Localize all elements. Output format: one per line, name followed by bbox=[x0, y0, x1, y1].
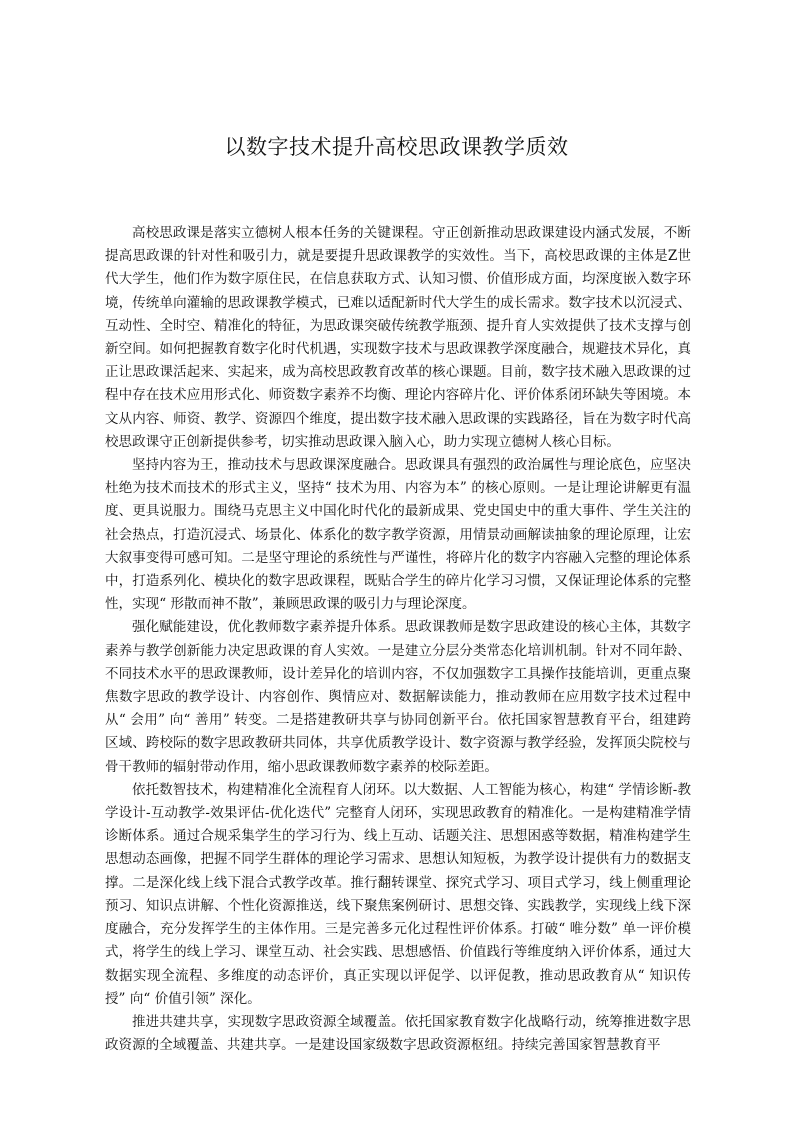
paragraph-resources: 推进共建共享，实现数字思政资源全域覆盖。依托国家教育数字化战略行动，统筹推进数字思政资源的全域覆盖、共建共享。一是建设国家级数字思政资源枢纽。持续完善国家智慧教育平 bbox=[105, 1013, 691, 1054]
paragraph-intro: 高校思政课是落实立德树人根本任务的关键课程。守正创新推动思政课建设内涵式发展，不断提高思政课的针对性和吸引力，就是要提升思政课教学的实效性。当下，高校思政课的主体是Z世代大学生，他们作为数字原住民，在信息获取方式、认知习惯、价值形成方面，均深度嵌入数字环境，传统单向灌输的思政课教学模式，已难以适配新时代大学生的成长需求。数字技术以沉浸式、互动性、全时空、精准化的特征，为思政课突破传统教学瓶颈、提升育人实效提供了技术支撑与创新空间。如何把握教育数字化时代机遇，实现数字技术与思政课教学深度融合，规避技术异化，真正让思政课活起来、实起来，成为高校思政教育改革的核心课题。目前，数字技术融入思政课的过程中存在技术应用形式化、师资数字素养不均衡、理论内容碎片化、评价体系闭环缺失等困境。本文从内容、师资、教学、资源四个维度，提出数字技术融入思政课的实践路径，旨在为数字时代高校思政课守正创新提供参考，切实推动思政课入脑入心，助力实现立德树人核心目标。 bbox=[105, 225, 691, 450]
paragraph-teachers: 强化赋能建设，优化教师数字素养提升体系。思政课教师是数字思政建设的核心主体，其数字素养与教学创新能力决定思政课的育人实效。一是建立分层分类常态化培训机制。针对不同年龄、不同技术水平的思政课教师，设计差异化的培训内容，不仅加强数字工具操作技能培训，更重点聚焦数字思政的教学设计、内容创作、舆情应对、数据解读能力，推动教师在应用数字技术过程中从“ 会用” 向“ 善用” 转变。二是搭建教研共享与协同创新平台。依托国家智慧教育平台，组建跨区域、跨校际的数字思政教研共同体，共享优质教学设计、数字资源与教学经验，发挥顶尖院校与骨干教师的辐射带动作用，缩小思政课教师数字素养的校际差距。 bbox=[105, 619, 691, 775]
document-body bbox=[105, 222, 691, 1057]
paragraph-content: 坚持内容为王，推动技术与思政课深度融合。思政课具有强烈的政治属性与理论底色，应坚决杜绝为技术而技术的形式主义，坚持“ 技术为用、内容为本” 的核心原则。一是让理论讲解更有温度、更具说服力。围绕马克思主义中国化时代化的最新成果、党史国史中的重大事件、学生关注的社会热点，打造沉浸式、场景化、体系化的数字教学资源，用情景动画解读抽象的理论原理，让宏大叙事变得可感可知。二是坚守理论的系统性与严谨性，将碎片化的数字内容融入完整的理论体系中，打造系列化、模块化的数字思政课程，既贴合学生的碎片化学习习惯，又保证理论体系的完整性，实现“ 形散而神不散”，兼顾思政课的吸引力与理论深度。 bbox=[105, 457, 691, 613]
document-title: 以数字技术提升高校思政课教学质效 bbox=[224, 135, 569, 159]
paragraph-teaching: 依托数智技术，构建精准化全流程育人闭环。以大数据、人工智能为核心，构建“ 学情诊断-教学设计-互动教学-效果评估-优化迭代” 完整育人闭环，实现思政教育的精准化。一是构建精准学情诊断体系。通过合规采集学生的学习行为、线上互动、话题关注、思想困惑等数据，精准构建学生思想动态画像，把握不同学生群体的理论学习需求、思想认知短板，为教学设计提供有力的数据支撑。二是深化线上线下混合式教学改革。推行翻转课堂、探究式学习、项目式学习，线上侧重理论预习、知识点讲解、个性化资源推送，线下聚焦案例研讨、思想交锋、实践教学，实现线上线下深度融合，充分发挥学生的主体作用。三是完善多元化过程性评价体系。打破“ 唯分数” 单一评价模式，将学生的线上学习、课堂互动、社会实践、思想感悟、价值践行等维度纳入评价体系，通过大数据实现全流程、多维度的动态评价，真正实现以评促学、以评促教，推动思政教育从“ 知识传授” 向“ 价值引领” 深化。 bbox=[105, 781, 691, 1007]
